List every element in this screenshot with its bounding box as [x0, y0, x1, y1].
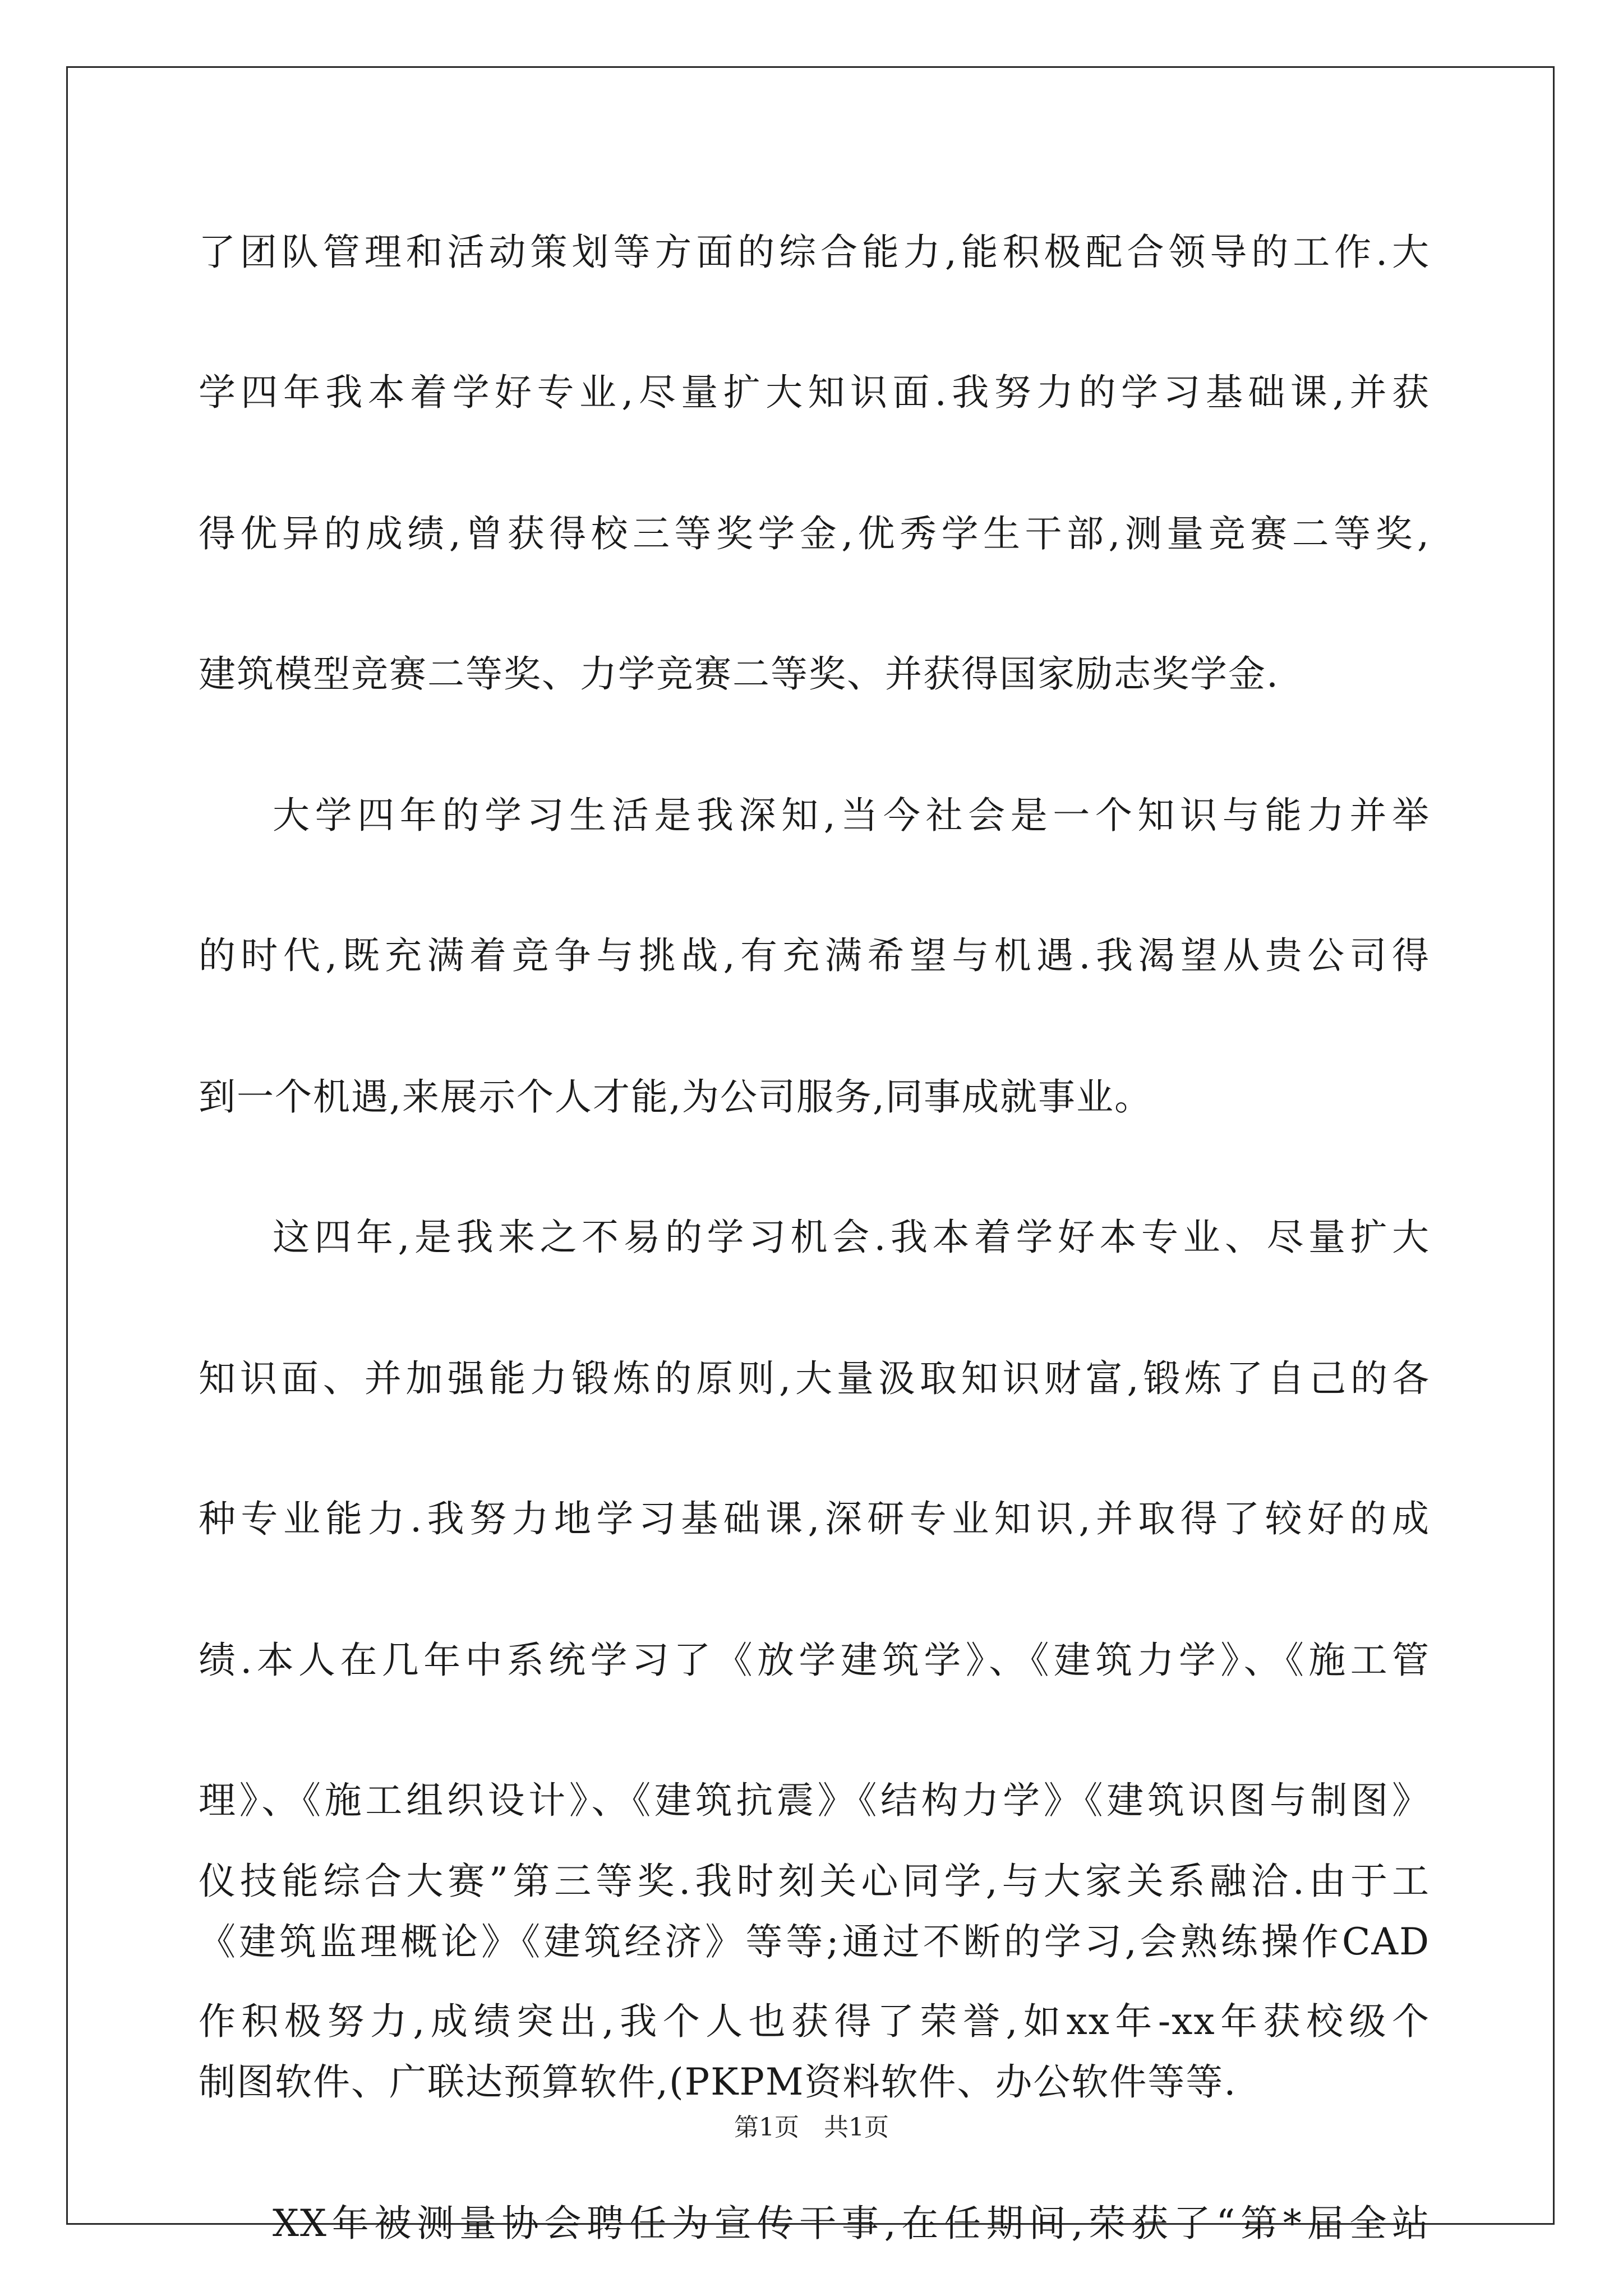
text-line: 知识面、并加强能力锻炼的原则,大量汲取知识财富,锻炼了自己的各: [199, 1357, 1430, 1400]
text-line: 作积极努力,成绩突出,我个人也获得了荣誉,如xx年-xx年获校级个: [199, 2000, 1430, 2043]
page-footer: 第1页 共1页: [734, 2113, 889, 2142]
text-line: 学四年我本着学好专业,尽量扩大知识面.我努力的学习基础课,并获: [199, 371, 1430, 414]
paragraph-first-line: XX年被测量协会聘任为宣传干事,在任期间,荣获了“第*届全站: [273, 2202, 1430, 2245]
text-line: 到一个机遇,来展示个人才能,为公司服务,同事成就事业。: [199, 1075, 1152, 1119]
text-line: 绩.本人在几年中系统学习了《放学建筑学》、《建筑力学》、《施工管: [199, 1639, 1430, 1682]
text-line: 得优异的成绩,曾获得校三等奖学金,优秀学生干部,测量竞赛二等奖,: [199, 512, 1430, 555]
text-line: 理》、《施工组织设计》、《建筑抗震》《结构力学》《建筑识图与制图》: [199, 1779, 1430, 1822]
text-line: 仪技能综合大赛”第三等奖.我时刻关心同学,与大家关系融洽.由于工: [199, 1860, 1430, 1903]
text-line: 种专业能力.我努力地学习基础课,深研专业知识,并取得了较好的成: [199, 1497, 1430, 1540]
text-line: 《建筑监理概论》《建筑经济》等等;通过不断的学习,会熟练操作CAD: [199, 1920, 1430, 1963]
paragraph-first-line: 这四年,是我来之不易的学习机会.我本着学好本专业、尽量扩大: [273, 1216, 1430, 1259]
text-line: 的时代,既充满着竞争与挑战,有充满希望与机遇.我渴望从贵公司得: [199, 934, 1430, 977]
text-line: 了团队管理和活动策划等方面的综合能力,能积极配合领导的工作.大: [199, 231, 1430, 274]
text-line: 建筑模型竞赛二等奖、力学竞赛二等奖、并获得国家励志奖学金.: [199, 652, 1279, 696]
text-line: 制图软件、广联达预算软件,(PKPM资料软件、办公软件等等.: [199, 2060, 1237, 2104]
paragraph-first-line: 大学四年的学习生活是我深知,当今社会是一个知识与能力并举: [273, 794, 1430, 837]
